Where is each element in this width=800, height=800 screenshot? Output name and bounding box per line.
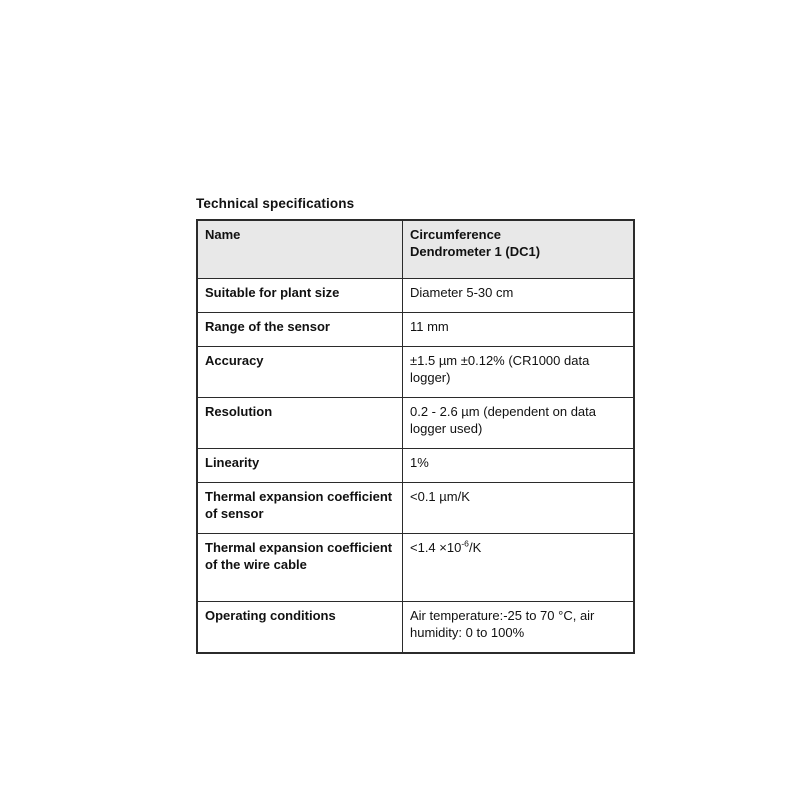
row-label-resolution: Resolution bbox=[197, 397, 403, 448]
row-value-resolution: 0.2 - 2.6 µm (dependent on data logger used) bbox=[403, 397, 635, 448]
row-label-thermal-expansion-coefficient-of-the-wire-cable: Thermal expansion coefficient of the wire cable bbox=[197, 533, 403, 601]
page-title: Technical specifications bbox=[196, 196, 355, 211]
row-value-accuracy: ±1.5 µm ±0.12% (CR1000 data logger) bbox=[403, 346, 635, 397]
row-value-range-of-the-sensor: 11 mm bbox=[403, 312, 635, 346]
technical-specifications-table bbox=[196, 219, 635, 654]
table-row bbox=[197, 448, 634, 482]
table-row bbox=[197, 312, 634, 346]
table-row bbox=[197, 278, 634, 312]
row-label-thermal-expansion-coefficient-of-sensor: Thermal expansion coefficient of sensor bbox=[197, 482, 403, 533]
table-header-name-cell: Name bbox=[197, 220, 403, 279]
wire-cable-value-suffix: /K bbox=[468, 539, 482, 555]
row-value-operating-conditions: Air temperature:-25 to 70 °C, air humidity: 0 to 100% bbox=[403, 601, 635, 653]
table-row bbox=[197, 346, 634, 397]
row-value-linearity: 1% bbox=[403, 448, 635, 482]
row-label-range-of-the-sensor: Range of the sensor bbox=[197, 312, 403, 346]
row-label-operating-conditions: Operating conditions bbox=[197, 601, 403, 653]
technical-specifications-block bbox=[196, 196, 602, 654]
table-header-row bbox=[197, 220, 634, 279]
wire-cable-value-superscript: -6 bbox=[461, 538, 469, 549]
row-value-suitable-for-plant-size: Diameter 5-30 cm bbox=[403, 278, 635, 312]
header-value-line-2: Dendrometer 1 (DC1) bbox=[410, 243, 541, 259]
table-row bbox=[197, 397, 634, 448]
row-value-thermal-expansion-coefficient-of-the-wire-cable bbox=[403, 533, 635, 601]
row-value-thermal-expansion-coefficient-of-sensor: <0.1 µm/K bbox=[403, 482, 635, 533]
table-row bbox=[197, 533, 634, 601]
header-value-line-1: Circumference bbox=[410, 226, 502, 242]
table-row bbox=[197, 482, 634, 533]
row-label-linearity: Linearity bbox=[197, 448, 403, 482]
row-label-suitable-for-plant-size: Suitable for plant size bbox=[197, 278, 403, 312]
table-header-value-cell bbox=[403, 220, 635, 279]
wire-cable-value-prefix: <1.4 ×10 bbox=[410, 539, 462, 555]
row-label-accuracy: Accuracy bbox=[197, 346, 403, 397]
table-row bbox=[197, 601, 634, 653]
